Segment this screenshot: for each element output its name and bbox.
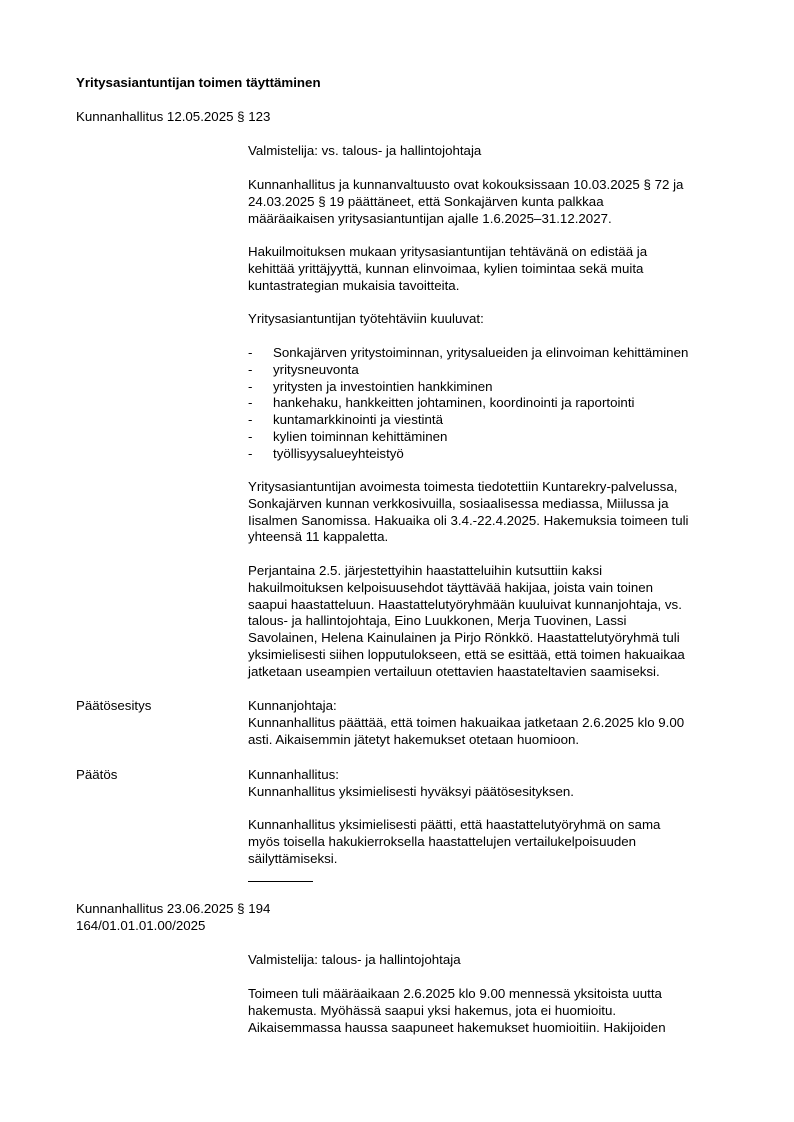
- decision-text: [248, 767, 738, 801]
- list-item-text: Sonkajärven yritystoiminnan, yritysalueiden ja elinvoiman kehittäminen: [273, 345, 689, 360]
- list-item-text: yritysneuvonta: [273, 361, 359, 377]
- list-dash: -: [248, 378, 253, 394]
- decision-text-2: [248, 817, 738, 867]
- list-item-text: kuntamarkkinointi ja viestintä: [273, 412, 443, 428]
- text-line: Kunnanhallitus päättää, että toimen hakuaikaa jatketaan 2.6.2025 klo 9.00: [248, 714, 685, 730]
- list-item: [248, 446, 738, 463]
- text-line: kehittää yrittäjyyttä, kunnan elinvoimaa, kylien toimintaa sekä muita: [248, 260, 644, 276]
- text-line: yksimielisesti siihen lopputulokseen, että se esittää, että toimen hakuaikaa: [248, 646, 685, 662]
- text-line: kuntastrategian mukaisia tavoitteita.: [248, 277, 460, 293]
- list-item-text: yritysten ja investointien hankkiminen: [273, 378, 493, 394]
- list-dash: -: [248, 428, 253, 444]
- list-dash: -: [248, 345, 253, 360]
- text-line: Kunnanhallitus:: [248, 767, 339, 782]
- document-title: Yritysasiantuntijan toimen täyttäminen: [76, 75, 321, 90]
- meeting-1-paragraph-4: [248, 563, 738, 681]
- text-line: Kunnanhallitus yksimielisesti hyväksyi päätösesityksen.: [248, 783, 574, 799]
- text-line: Kunnanjohtaja:: [248, 698, 337, 713]
- section-divider: [248, 881, 313, 882]
- text-line: hakemusta. Myöhässä saapui yksi hakemus, jota ei huomioitu.: [248, 1002, 617, 1018]
- list-dash: -: [248, 445, 253, 461]
- text-line: myös toisella hakukierroksella haastattelujen vertailukelpoisuuden: [248, 833, 637, 849]
- list-item: [248, 429, 738, 446]
- meeting-1-preparer: Valmistelija: vs. talous- ja hallintojohtaja: [248, 143, 482, 158]
- meeting-2-preparer: Valmistelija: talous- ja hallintojohtaja: [248, 952, 461, 967]
- list-item: [248, 379, 738, 396]
- list-item-text: hankehaku, hankkeitten johtaminen, koordinointi ja raportointi: [273, 395, 635, 411]
- text-line: Perjantaina 2.5. järjestettyihin haastatteluihin kutsuttiin kaksi: [248, 563, 603, 578]
- text-line: Hakuilmoituksen mukaan yritysasiantuntijan tehtävänä on edistää ja: [248, 244, 648, 259]
- text-line: 24.03.2025 § 19 päättäneet, että Sonkajärven kunta palkkaa: [248, 193, 604, 209]
- meeting-2-paragraph-1: [248, 986, 738, 1036]
- list-item: [248, 412, 738, 429]
- text-line: Kunnanhallitus yksimielisesti päätti, että haastattelutyöryhmä on sama: [248, 817, 661, 832]
- tasks-list: [248, 345, 738, 463]
- proposal-text: [248, 698, 738, 748]
- meeting-1-paragraph-3: [248, 479, 738, 546]
- text-line: jatketaan useampien vertailuun otettavien haastateltavien saamiseksi.: [248, 663, 660, 679]
- text-line: asti. Aikaisemmin jätetyt hakemukset otetaan huomioon.: [248, 731, 580, 747]
- meeting-2-header-block: [76, 901, 270, 935]
- text-line: yhteensä 11 kappaletta.: [248, 529, 389, 545]
- text-line: Sonkajärven kunnan verkkosivuilla, sosiaalisessa mediassa, Miilussa ja: [248, 495, 669, 511]
- list-item: [248, 345, 738, 362]
- text-line: Yritysasiantuntijan avoimesta toimesta tiedotettiin Kuntarekry-palvelussa,: [248, 479, 678, 494]
- meeting-1-header: Kunnanhallitus 12.05.2025 § 123: [76, 109, 271, 124]
- text-line: hakuilmoituksen kelpoisuusehdot täyttävää hakijaa, joista vain toinen: [248, 579, 654, 595]
- text-line: Kunnanhallitus ja kunnanvaltuusto ovat kokouksissaan 10.03.2025 § 72 ja: [248, 177, 684, 192]
- list-dash: -: [248, 395, 253, 411]
- text-line: saapui haastatteluun. Haastattelutyöryhmään kuuluivat kunnanjohtaja, vs.: [248, 596, 682, 612]
- list-dash: -: [248, 361, 253, 377]
- list-item-text: työllisyysalueyhteistyö: [273, 445, 404, 461]
- list-dash: -: [248, 412, 253, 428]
- meeting-1-paragraph-2: [248, 244, 738, 294]
- list-item: [248, 395, 738, 412]
- list-item: [248, 362, 738, 379]
- text-line: talous- ja hallintojohtaja, Eino Luukkonen, Merja Tuovinen, Lassi: [248, 613, 627, 629]
- decision-label: Päätös: [76, 767, 118, 782]
- proposal-label: Päätösesitys: [76, 698, 152, 713]
- text-line: Iisalmen Sanomissa. Hakuaika oli 3.4.-22.4.2025. Hakemuksia toimeen tuli: [248, 512, 689, 528]
- text-line: määräaikaisen yritysasiantuntijan ajalle 1.6.2025–31.12.2027.: [248, 210, 612, 226]
- text-line: säilyttämiseksi.: [248, 850, 338, 866]
- list-item-text: kylien toiminnan kehittäminen: [273, 428, 448, 444]
- tasks-intro: Yritysasiantuntijan työtehtäviin kuuluvat:: [248, 311, 484, 326]
- text-line: Aikaisemmassa haussa saapuneet hakemukset huomioitiin. Hakijoiden: [248, 1019, 666, 1035]
- text-line: Toimeen tuli määräaikaan 2.6.2025 klo 9.00 mennessä yksitoista uutta: [248, 986, 662, 1001]
- text-line: Savolainen, Helena Kainulainen ja Pirjo Rönkkö. Haastattelutyöryhmä tuli: [248, 630, 680, 646]
- meeting-2-reference: 164/01.01.01.00/2025: [76, 917, 206, 933]
- meeting-2-header: Kunnanhallitus 23.06.2025 § 194: [76, 901, 271, 916]
- meeting-1-paragraph-1: [248, 177, 738, 227]
